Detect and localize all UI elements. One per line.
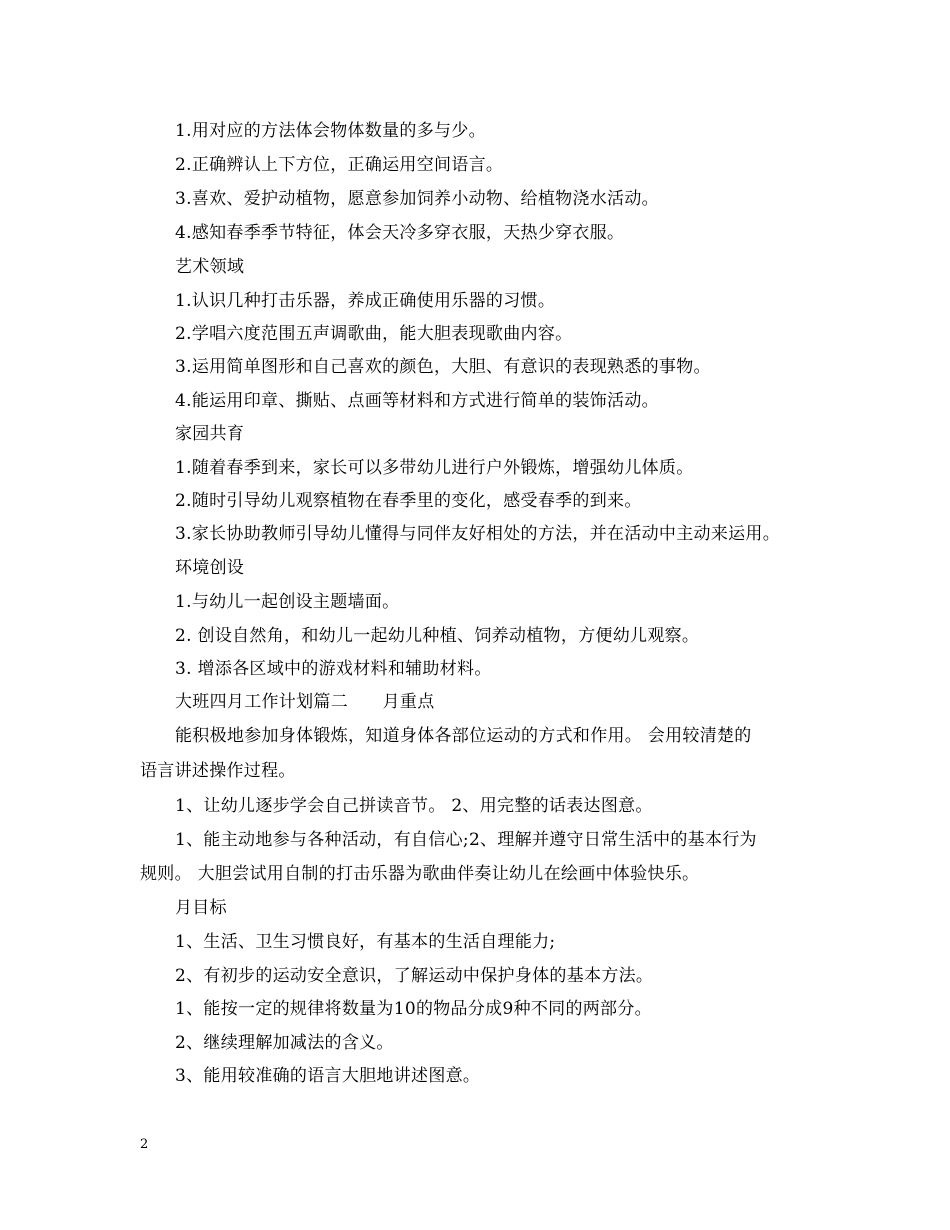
text-line: 规则。 大胆尝试用自制的打击乐器为歌曲伴奏让幼儿在绘画中体验快乐。 (140, 864, 700, 884)
section-heading: 月目标 (175, 898, 227, 918)
text-line: 4.能运用印章、撕贴、点画等材料和方式进行简单的装饰活动。 (175, 391, 659, 411)
text-line: 能积极地参加身体锻炼，知道身体各部位运动的方式和作用。 会用较清楚的 (175, 726, 752, 746)
text-line: 2. 创设自然角，和幼儿一起幼儿种植、饲养动植物，方便幼儿观察。 (175, 626, 700, 646)
text-line: 3.喜欢、爱护动植物，愿意参加饲养小动物、给植物浇水活动。 (175, 189, 659, 209)
text-line: 语言讲述操作过程。 (140, 761, 296, 781)
section-heading: 艺术领域 (175, 257, 245, 277)
text-line: 1、能按一定的规律将数量为10的物品分成9种不同的两部分。 (175, 999, 652, 1019)
page-number: 2 (140, 1137, 149, 1152)
text-line: 3.家长协助教师引导幼儿懂得与同伴友好相处的方法，并在活动中主动来运用。 (175, 524, 781, 544)
text-line: 2、有初步的运动安全意识，了解运动中保护身体的基本方法。 (175, 966, 654, 986)
text-line: 1.随着春季到来，家长可以多带幼儿进行户外锻炼，增强幼儿体质。 (175, 458, 694, 478)
section-heading: 环境创设 (175, 558, 245, 578)
text-line: 1.认识几种打击乐器，养成正确使用乐器的习惯。 (175, 291, 556, 311)
text-line: 1.用对应的方法体会物体数量的多与少。 (175, 121, 486, 141)
text-line: 1、让幼儿逐步学会自己拼读音节。 2、用完整的话表达图意。 (175, 796, 653, 816)
text-line: 3. 增添各区域中的游戏材料和辅助材料。 (175, 659, 492, 679)
text-line: 3、能用较准确的语言大胆地讲述图意。 (175, 1066, 481, 1086)
text-line: 1、能主动地参与各种活动，有自信心;2、理解并遵守日常生活中的基本行为 (175, 830, 757, 850)
text-line: 3.运用简单图形和自己喜欢的颜色，大胆、有意识的表现熟悉的事物。 (175, 357, 711, 377)
text-line: 2.正确辨认上下方位，正确运用空间语言。 (175, 155, 504, 175)
text-line: 1.与幼儿一起创设主题墙面。 (175, 592, 400, 612)
text-line: 2.随时引导幼儿观察植物在春季里的变化，感受春季的到来。 (175, 491, 642, 511)
text-line: 4.感知春季季节特征，体会天冷多穿衣服，天热少穿衣服。 (175, 223, 625, 243)
text-line: 2、继续理解加减法的含义。 (175, 1033, 394, 1053)
text-line: 1、生活、卫生习惯良好，有基本的生活自理能力; (175, 932, 556, 952)
text-line: 2.学唱六度范围五声调歌曲，能大胆表现歌曲内容。 (175, 324, 573, 344)
section-heading: 家园共育 (175, 424, 245, 444)
section-heading: 大班四月工作计划篇二 月重点 (175, 692, 435, 712)
